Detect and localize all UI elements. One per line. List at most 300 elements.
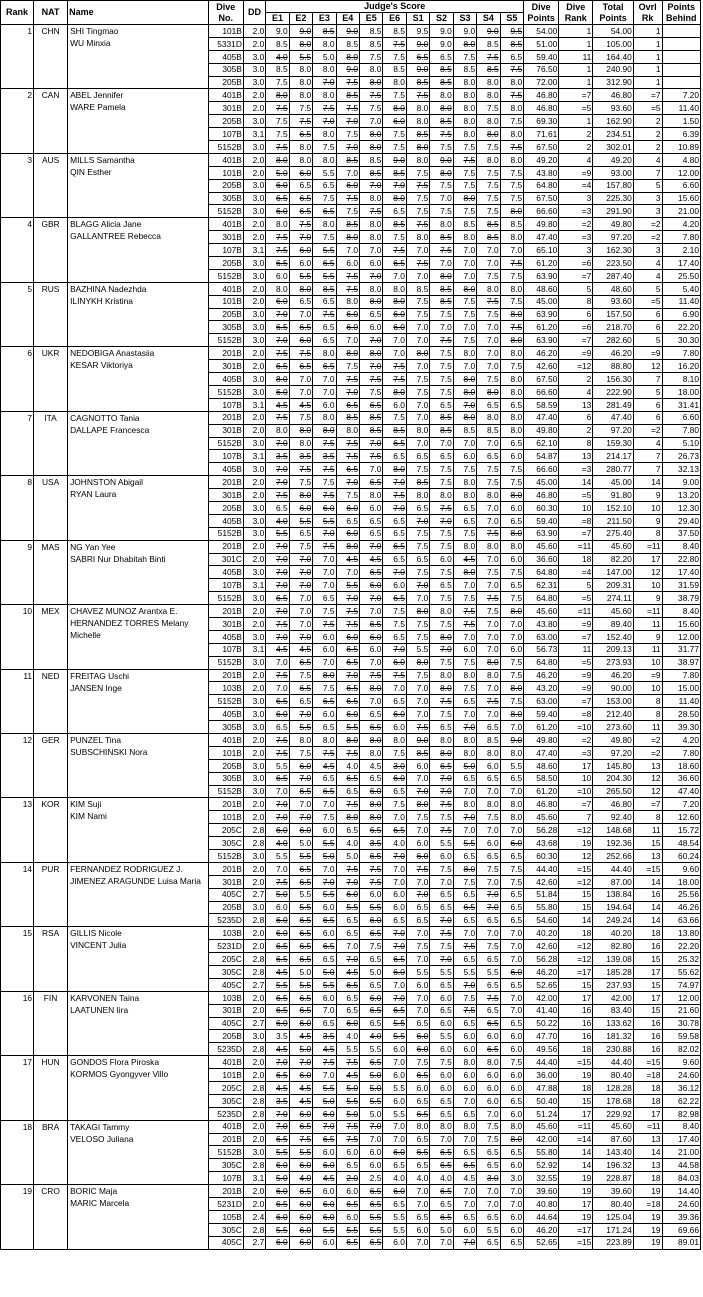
judge-score: 7.0 — [359, 179, 382, 192]
dive-number: 405B — [208, 566, 243, 579]
total-points: 42.00 — [593, 991, 633, 1004]
dive-number: 305C — [208, 1159, 243, 1172]
total-points: 128.28 — [593, 1082, 633, 1095]
judge-score: 7.5 — [383, 89, 406, 102]
judge-score: 7.5 — [406, 540, 429, 553]
total-points: 162.30 — [593, 244, 633, 257]
judge-score: 7.0 — [266, 785, 289, 798]
team-nat: RUS — [34, 282, 68, 346]
judge-score: 7.0 — [500, 940, 524, 953]
points-behind — [662, 25, 700, 38]
overall-rank: 2 — [633, 115, 662, 128]
team-rank: 11 — [1, 669, 34, 733]
judge-score: 7.0 — [383, 682, 406, 695]
judge-score: 4.5 — [453, 1172, 476, 1185]
judge-score: 8.0 — [500, 385, 524, 398]
header-judge: E4 — [336, 13, 359, 25]
judge-score: 6.5 — [430, 50, 453, 63]
judge-score: 6.5 — [266, 991, 289, 1004]
judge-score: 6.5 — [383, 540, 406, 553]
dive-points: 42.60 — [524, 360, 559, 373]
judge-score: 5.0 — [359, 1082, 382, 1095]
judge-score: 7.5 — [500, 862, 524, 875]
dive-points: 71.61 — [524, 128, 559, 141]
judge-score: 8.0 — [500, 489, 524, 502]
judge-score: 8.0 — [453, 128, 476, 141]
judge-score: 7.5 — [266, 617, 289, 630]
dive-points: 49.56 — [524, 1043, 559, 1056]
dive-points: 67.50 — [524, 192, 559, 205]
degree-of-difficulty: 3.0 — [243, 772, 265, 785]
dive-number: 201B — [208, 1185, 243, 1198]
judge-score: 6.5 — [359, 1236, 382, 1249]
total-points: 89.40 — [593, 617, 633, 630]
header-ovrl-rk — [633, 1, 662, 25]
judge-score: 8.0 — [500, 347, 524, 360]
judge-score: 6.0 — [313, 501, 336, 514]
judge-score: 7.5 — [453, 617, 476, 630]
judge-score: 6.5 — [289, 785, 312, 798]
judge-score: 6.0 — [383, 966, 406, 979]
judge-score: 7.0 — [289, 385, 312, 398]
judge-score: 8.0 — [477, 282, 500, 295]
judge-score: 7.0 — [313, 373, 336, 386]
judge-score: 7.5 — [359, 89, 382, 102]
judge-score: 3.5 — [266, 1094, 289, 1107]
total-points: 211.50 — [593, 514, 633, 527]
dive-rank: 14 — [559, 914, 593, 927]
dive-points: 41.40 — [524, 1004, 559, 1017]
total-points: 54.00 — [593, 25, 633, 38]
judge-score: 8.5 — [430, 115, 453, 128]
total-points: 240.90 — [593, 63, 633, 76]
team-nat: UKR — [34, 347, 68, 411]
judge-score: 7.5 — [430, 940, 453, 953]
judge-score: 6.0 — [359, 1159, 382, 1172]
total-points: 275.40 — [593, 527, 633, 540]
judge-score: 6.0 — [313, 708, 336, 721]
judge-score: 6.5 — [477, 1159, 500, 1172]
judge-score: 7.5 — [313, 463, 336, 476]
judge-score: 8.0 — [266, 218, 289, 231]
degree-of-difficulty: 2.0 — [243, 1133, 265, 1146]
team-names — [68, 218, 209, 282]
header-total-points-line1: Total — [602, 1, 624, 12]
judge-score: 6.5 — [289, 1120, 312, 1133]
points-behind: 7.20 — [662, 89, 700, 102]
judge-score: 8.0 — [453, 385, 476, 398]
judge-score: 8.0 — [453, 76, 476, 89]
judge-score: 7.0 — [477, 617, 500, 630]
degree-of-difficulty: 2.0 — [243, 231, 265, 244]
judge-score: 7.0 — [477, 708, 500, 721]
overall-rank: 18 — [633, 1082, 662, 1095]
judge-score: 7.0 — [336, 334, 359, 347]
judge-score: 6.5 — [406, 1094, 429, 1107]
diver-name: DALLAPE Francesca — [70, 424, 150, 435]
points-behind: 1.50 — [662, 115, 700, 128]
judge-score: 6.0 — [313, 1236, 336, 1249]
dive-rank: =10 — [559, 721, 593, 734]
dive-row — [1, 1056, 701, 1069]
judge-score: 6.5 — [266, 953, 289, 966]
judge-score: 7.5 — [336, 76, 359, 89]
total-points: 212.40 — [593, 708, 633, 721]
dive-points: 51.00 — [524, 37, 559, 50]
dive-number: 201B — [208, 669, 243, 682]
judge-score: 6.5 — [406, 1107, 429, 1120]
judge-score: 7.0 — [383, 643, 406, 656]
judge-score: 7.5 — [266, 746, 289, 759]
judge-score: 6.5 — [336, 1004, 359, 1017]
judge-score: 5.5 — [336, 901, 359, 914]
dive-points: 58.50 — [524, 772, 559, 785]
total-points: 45.00 — [593, 476, 633, 489]
judge-score: 7.5 — [336, 373, 359, 386]
overall-rank: 17 — [633, 991, 662, 1004]
judge-score: 6.5 — [406, 553, 429, 566]
overall-rank: 5 — [633, 385, 662, 398]
judge-score: 6.5 — [289, 862, 312, 875]
judge-score: 8.0 — [313, 218, 336, 231]
judge-score: 7.5 — [266, 875, 289, 888]
dive-points: 42.60 — [524, 875, 559, 888]
dive-points: 76.50 — [524, 63, 559, 76]
dive-number: 5235D — [208, 1107, 243, 1120]
judge-score: 6.5 — [453, 501, 476, 514]
judge-score: 6.5 — [500, 514, 524, 527]
judge-score: 7.0 — [477, 514, 500, 527]
judge-score: 6.0 — [266, 295, 289, 308]
dive-points: 36.00 — [524, 1069, 559, 1082]
points-behind: 36.12 — [662, 1082, 700, 1095]
judge-score: 7.0 — [500, 630, 524, 643]
judge-score: 7.5 — [453, 463, 476, 476]
judge-score: 8.0 — [289, 89, 312, 102]
dive-rank: 3 — [559, 244, 593, 257]
dive-rank: 6 — [559, 308, 593, 321]
judge-score: 6.0 — [336, 1210, 359, 1223]
overall-rank: =11 — [633, 1120, 662, 1133]
overall-rank: 14 — [633, 1146, 662, 1159]
dive-points: 43.80 — [524, 617, 559, 630]
total-points: 49.80 — [593, 218, 633, 231]
overall-rank: 4 — [633, 153, 662, 166]
judge-score: 8.0 — [430, 1120, 453, 1133]
judge-score: 7.5 — [383, 360, 406, 373]
judge-score: 6.5 — [383, 630, 406, 643]
dive-points: 56.73 — [524, 643, 559, 656]
judge-score: 7.5 — [336, 282, 359, 295]
judge-score: 7.5 — [477, 295, 500, 308]
total-points: 93.60 — [593, 295, 633, 308]
diver-name: GONDOS Flora Piroska — [70, 1057, 159, 1068]
total-points: 291.90 — [593, 205, 633, 218]
judge-score: 7.0 — [289, 1056, 312, 1069]
dive-number: 205B — [208, 179, 243, 192]
dive-row — [1, 991, 701, 1004]
judge-score: 7.0 — [313, 1069, 336, 1082]
judge-score: 8.0 — [453, 192, 476, 205]
degree-of-difficulty: 3.0 — [243, 1146, 265, 1159]
total-points: 204.30 — [593, 772, 633, 785]
dive-rank: =12 — [559, 824, 593, 837]
judge-score: 7.0 — [289, 579, 312, 592]
dive-rank: 15 — [559, 901, 593, 914]
judge-score: 8.0 — [313, 424, 336, 437]
judge-score: 6.5 — [406, 1159, 429, 1172]
team-rank: 13 — [1, 798, 34, 862]
diver-name: ILINYKH Kristina — [70, 295, 133, 306]
judge-score: 6.5 — [359, 308, 382, 321]
judge-score: 7.5 — [383, 605, 406, 618]
judge-score: 6.0 — [289, 1198, 312, 1211]
judge-score: 7.0 — [430, 1236, 453, 1249]
team-rank: 17 — [1, 1056, 34, 1120]
points-behind: 8.10 — [662, 373, 700, 386]
judge-score: 7.5 — [406, 566, 429, 579]
judge-score: 8.0 — [313, 153, 336, 166]
judge-score: 5.5 — [359, 901, 382, 914]
judge-score: 8.5 — [406, 476, 429, 489]
dive-number: 401B — [208, 1056, 243, 1069]
overall-rank: 16 — [633, 940, 662, 953]
dive-number: 5152B — [208, 141, 243, 154]
dive-number: 301B — [208, 875, 243, 888]
points-behind: 82.98 — [662, 1107, 700, 1120]
judge-score: 8.0 — [453, 746, 476, 759]
dive-rank: =6 — [559, 257, 593, 270]
dive-points: 62.31 — [524, 579, 559, 592]
judge-score: 6.0 — [430, 553, 453, 566]
judge-score: 7.5 — [477, 308, 500, 321]
judge-score: 7.5 — [406, 1056, 429, 1069]
total-points: 92.40 — [593, 811, 633, 824]
judge-score: 8.0 — [453, 566, 476, 579]
dive-rank: 7 — [559, 811, 593, 824]
dive-number: 201B — [208, 862, 243, 875]
judge-score: 4.5 — [313, 1043, 336, 1056]
judge-score: 8.5 — [336, 153, 359, 166]
degree-of-difficulty: 2.8 — [243, 837, 265, 850]
overall-rank: 9 — [633, 489, 662, 502]
diver-name: RYAN Laura — [70, 489, 117, 500]
judge-score: 6.0 — [430, 1017, 453, 1030]
judge-score: 6.0 — [477, 1069, 500, 1082]
judge-score: 8.0 — [430, 746, 453, 759]
judge-score: 6.0 — [266, 1236, 289, 1249]
judge-score: 8.0 — [359, 76, 382, 89]
judge-score: 6.5 — [266, 940, 289, 953]
judge-score: 8.5 — [477, 218, 500, 231]
dive-rank: =15 — [559, 1236, 593, 1249]
judge-score: 6.5 — [383, 1004, 406, 1017]
judge-score: 8.0 — [430, 269, 453, 282]
judge-score: 8.0 — [477, 89, 500, 102]
diver-name: SHI Tingmao — [70, 26, 119, 36]
overall-rank: =2 — [633, 231, 662, 244]
judge-score: 6.0 — [500, 1210, 524, 1223]
dive-points: 69.30 — [524, 115, 559, 128]
judge-score: 8.5 — [313, 25, 336, 38]
dive-number: 5152B — [208, 592, 243, 605]
judge-score: 6.0 — [430, 1069, 453, 1082]
team-rank: 2 — [1, 89, 34, 153]
judge-score: 7.0 — [266, 1120, 289, 1133]
judge-score: 7.0 — [406, 824, 429, 837]
dive-number: 401B — [208, 218, 243, 231]
judge-score: 3.5 — [359, 837, 382, 850]
judge-score: 8.0 — [500, 102, 524, 115]
judge-score: 8.0 — [500, 1120, 524, 1133]
judge-score: 7.0 — [289, 630, 312, 643]
judge-score: 7.5 — [289, 1133, 312, 1146]
dive-rank: 15 — [559, 1094, 593, 1107]
points-behind: 13.80 — [662, 927, 700, 940]
points-behind: 9.60 — [662, 1056, 700, 1069]
judge-score: 8.0 — [453, 231, 476, 244]
judge-score: 6.5 — [336, 991, 359, 1004]
judge-score: 6.0 — [289, 824, 312, 837]
degree-of-difficulty: 2.0 — [243, 153, 265, 166]
degree-of-difficulty: 2.7 — [243, 888, 265, 901]
diver-name: JOHNSTON Abigail — [70, 477, 144, 488]
judge-score: 6.5 — [313, 695, 336, 708]
degree-of-difficulty: 2.8 — [243, 1107, 265, 1120]
judge-score: 7.0 — [500, 953, 524, 966]
judge-score: 5.0 — [336, 1107, 359, 1120]
dive-rank: =15 — [559, 1056, 593, 1069]
dive-rank: 2 — [559, 373, 593, 386]
judge-score: 7.0 — [477, 630, 500, 643]
judge-score: 6.0 — [289, 501, 312, 514]
dive-number: 301B — [208, 617, 243, 630]
judge-score: 8.0 — [500, 424, 524, 437]
dive-number: 5152B — [208, 695, 243, 708]
degree-of-difficulty: 3.0 — [243, 50, 265, 63]
judge-score: 7.0 — [383, 501, 406, 514]
degree-of-difficulty: 2.4 — [243, 1210, 265, 1223]
judge-score: 7.5 — [383, 244, 406, 257]
dive-rank: 18 — [559, 1043, 593, 1056]
dive-points: 55.80 — [524, 901, 559, 914]
judge-score: 3.5 — [289, 450, 312, 463]
team-nat: AUS — [34, 153, 68, 217]
dive-rank: =7 — [559, 269, 593, 282]
judge-score: 6.5 — [336, 772, 359, 785]
dive-rank: 11 — [559, 50, 593, 63]
judge-score: 8.0 — [500, 231, 524, 244]
judge-score: 8.5 — [359, 37, 382, 50]
judge-score: 7.0 — [266, 463, 289, 476]
judge-score: 7.5 — [383, 373, 406, 386]
dive-number: 305C — [208, 1094, 243, 1107]
judge-score: 6.0 — [383, 772, 406, 785]
judge-score: 7.5 — [336, 192, 359, 205]
points-behind: 28.50 — [662, 708, 700, 721]
overall-rank: 1 — [633, 37, 662, 50]
judge-score: 6.0 — [406, 850, 429, 863]
judge-score: 5.5 — [359, 1094, 382, 1107]
dive-rank: =2 — [559, 733, 593, 746]
judge-score: 5.5 — [313, 514, 336, 527]
judge-score: 6.0 — [289, 1159, 312, 1172]
judge-score: 8.0 — [453, 373, 476, 386]
total-points: 178.68 — [593, 1094, 633, 1107]
dive-number: 201B — [208, 476, 243, 489]
judge-score: 8.0 — [430, 669, 453, 682]
degree-of-difficulty: 2.8 — [243, 824, 265, 837]
judge-score: 7.0 — [500, 721, 524, 734]
judge-score: 7.5 — [477, 566, 500, 579]
points-behind: 5.40 — [662, 282, 700, 295]
judge-score: 6.0 — [500, 1030, 524, 1043]
total-points: 185.28 — [593, 966, 633, 979]
judge-score: 7.0 — [359, 605, 382, 618]
points-behind: 39.30 — [662, 721, 700, 734]
judge-score: 7.5 — [359, 205, 382, 218]
degree-of-difficulty: 2.0 — [243, 411, 265, 424]
judge-score: 6.0 — [336, 527, 359, 540]
judge-score: 7.0 — [313, 875, 336, 888]
judge-score: 7.0 — [359, 437, 382, 450]
judge-score: 6.5 — [477, 1146, 500, 1159]
dive-number: 301C — [208, 553, 243, 566]
team-names — [68, 347, 209, 411]
overall-rank: 2 — [633, 128, 662, 141]
judge-score: 6.5 — [289, 128, 312, 141]
judge-score: 7.0 — [406, 437, 429, 450]
judge-score: 7.0 — [289, 617, 312, 630]
judge-score: 7.5 — [289, 218, 312, 231]
points-behind: 14.40 — [662, 1185, 700, 1198]
judge-score: 7.0 — [406, 360, 429, 373]
dive-number: 103B — [208, 682, 243, 695]
dive-number: 5152B — [208, 385, 243, 398]
judge-score: 7.0 — [477, 321, 500, 334]
overall-rank: 9 — [633, 630, 662, 643]
judge-score: 4.0 — [406, 1172, 429, 1185]
judge-score: 6.5 — [383, 785, 406, 798]
judge-score: 8.0 — [336, 811, 359, 824]
dive-points: 61.20 — [524, 321, 559, 334]
judge-score: 7.5 — [430, 824, 453, 837]
judge-score: 7.5 — [430, 205, 453, 218]
judge-score: 7.0 — [383, 978, 406, 991]
overall-rank: 15 — [633, 953, 662, 966]
judge-score: 7.0 — [266, 1056, 289, 1069]
diver-name: GILLIS Nicole — [70, 928, 122, 939]
judge-score: 8.0 — [453, 282, 476, 295]
team-names — [68, 1056, 209, 1120]
judge-score: 6.5 — [383, 514, 406, 527]
dive-rank: =4 — [559, 566, 593, 579]
judge-score: 7.5 — [500, 321, 524, 334]
judge-score: 8.0 — [266, 373, 289, 386]
judge-score: 7.0 — [430, 772, 453, 785]
dive-number: 5152B — [208, 527, 243, 540]
judge-score: 5.0 — [266, 166, 289, 179]
judge-score: 7.0 — [500, 991, 524, 1004]
judge-score: 8.0 — [359, 295, 382, 308]
judge-score: 6.5 — [336, 978, 359, 991]
judge-score: 8.0 — [313, 347, 336, 360]
points-behind: 46.26 — [662, 901, 700, 914]
judge-score: 8.0 — [500, 1133, 524, 1146]
overall-rank: 16 — [633, 888, 662, 901]
points-behind: 25.32 — [662, 953, 700, 966]
judge-score: 5.5 — [313, 244, 336, 257]
